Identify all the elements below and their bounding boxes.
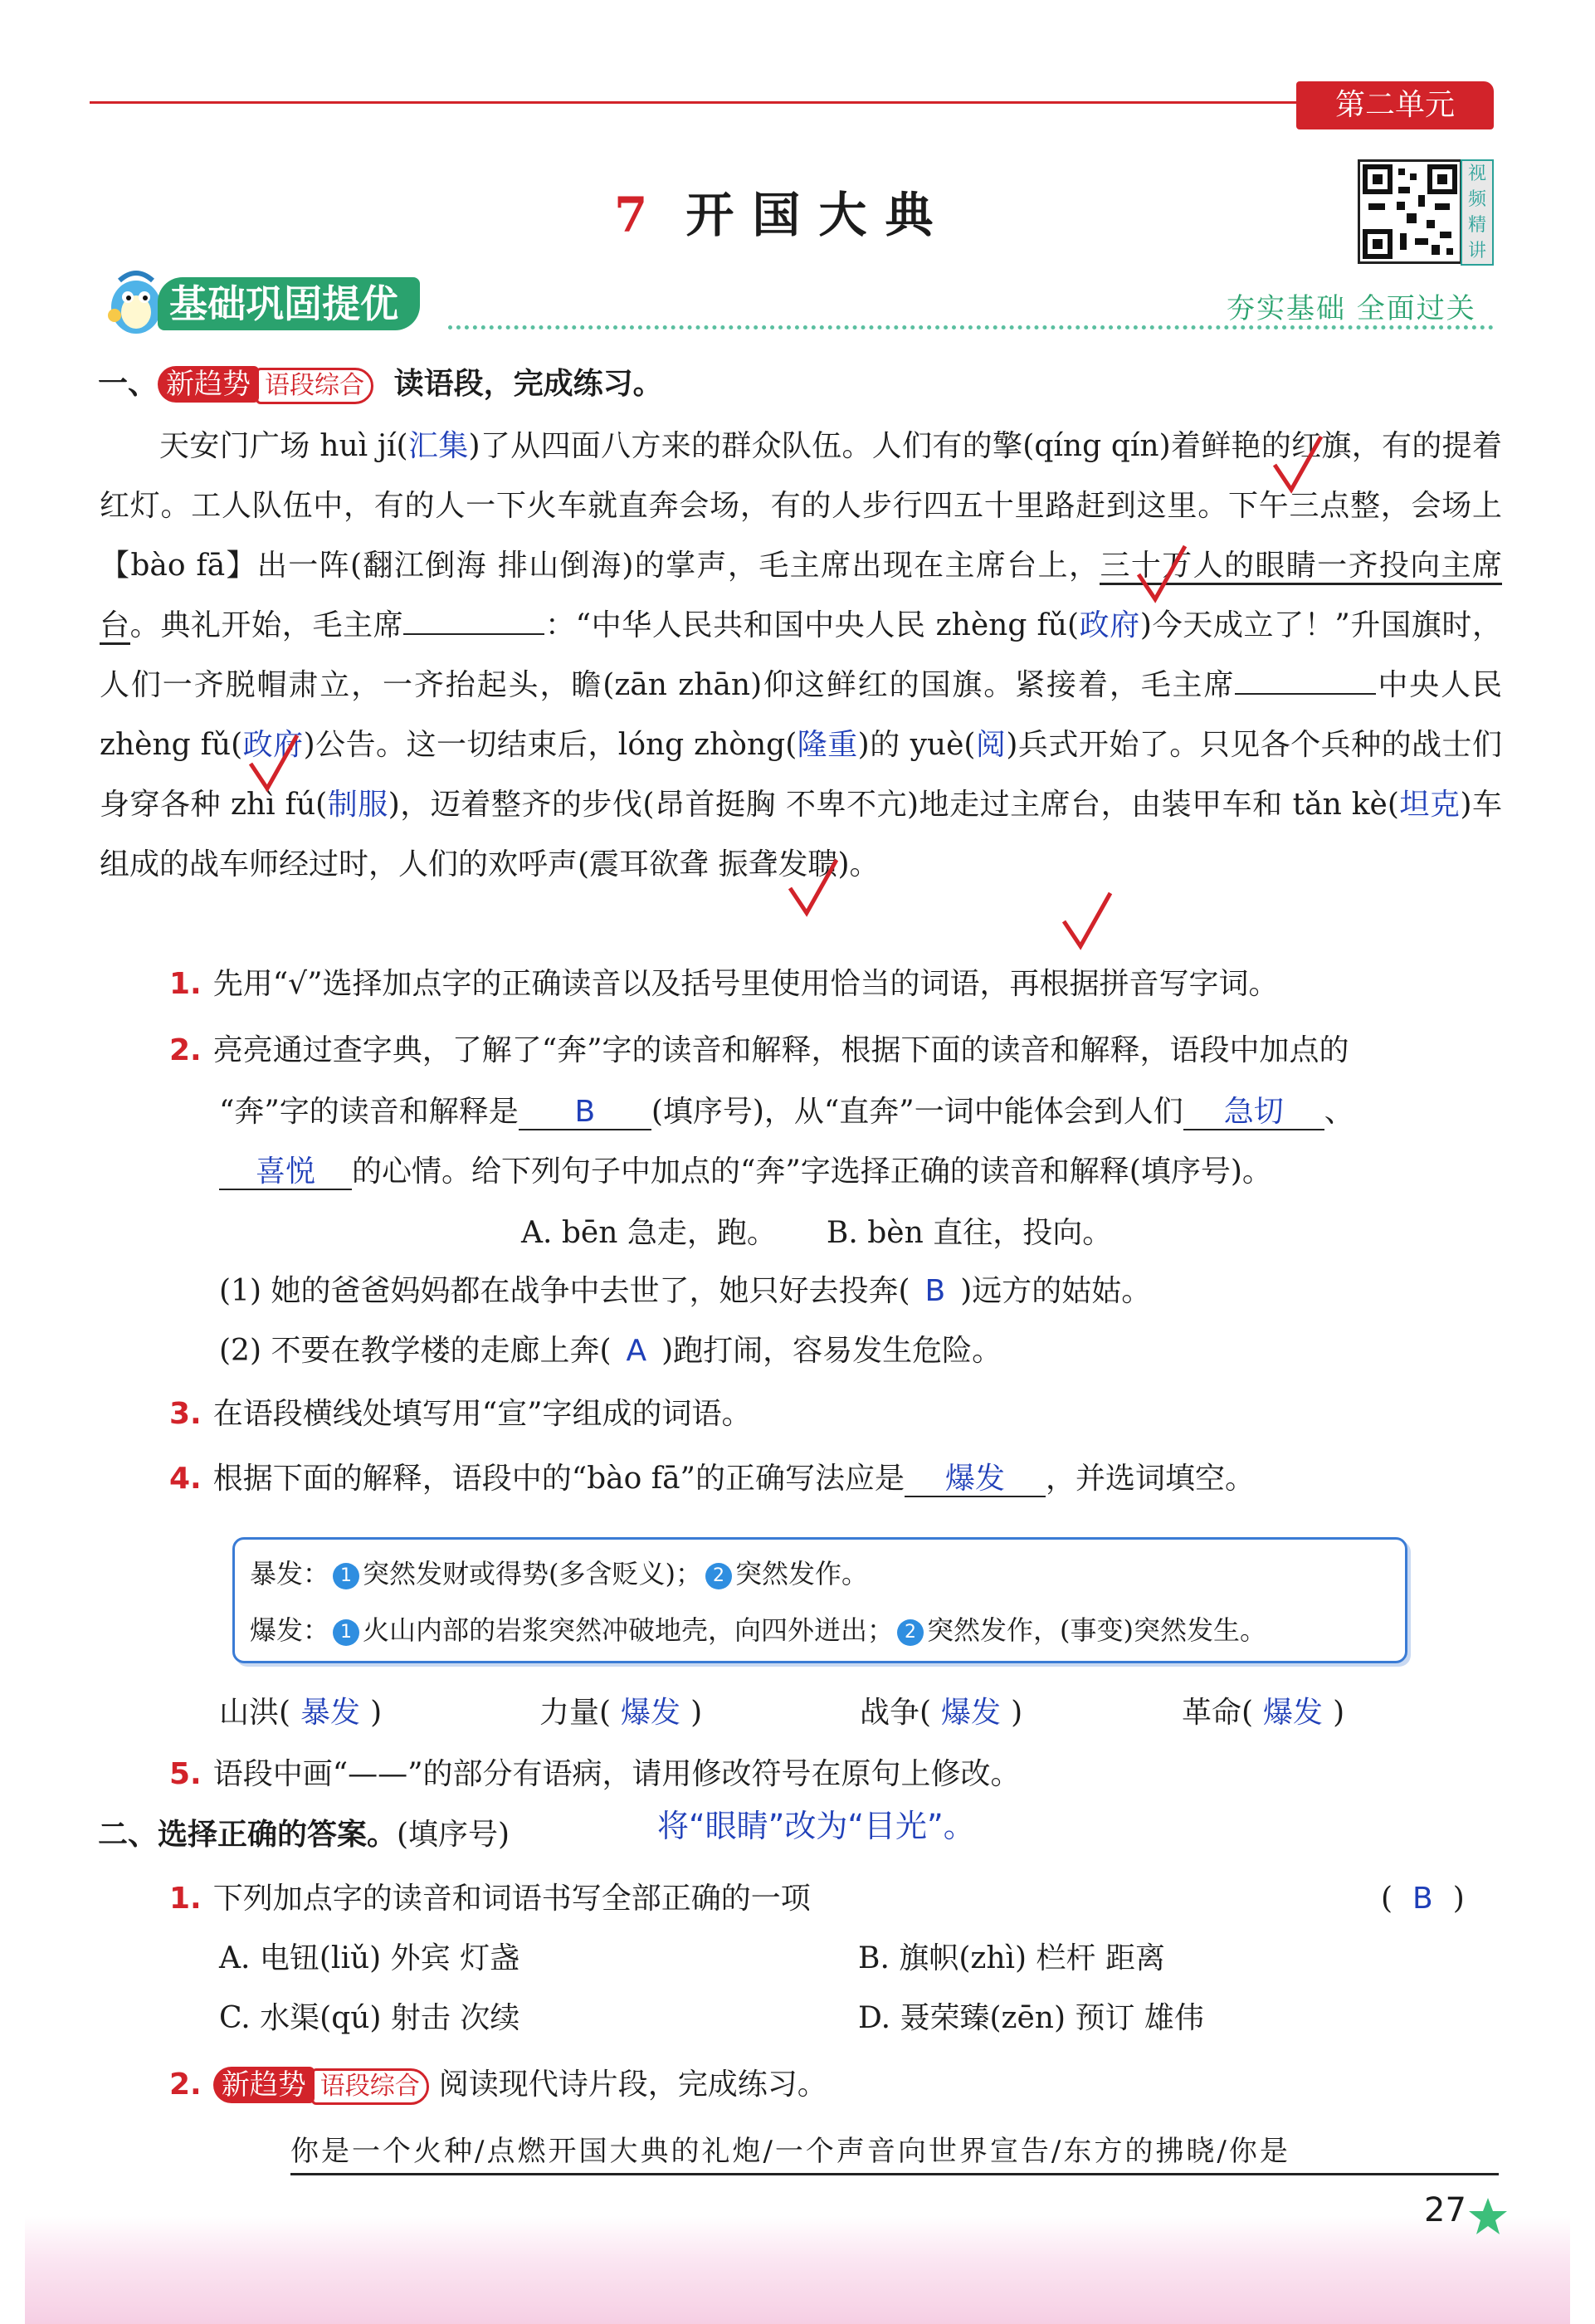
passage-text: )车组成的战车师经过时，人们的欢呼声(震耳欲聋 振聋发聩)。 [100,788,1502,881]
fill-word: 山洪( [219,1696,291,1730]
answer-zhifu: 制服 [327,788,388,822]
s2-q2-number: 2. [169,2068,202,2102]
circle-number-1: 1 [333,1563,359,1589]
fill-answer: 爆发 [621,1696,681,1730]
passage-text: 中央人民 zhèng fǔ( [100,668,1502,762]
answer-zhengfu-2: 政府 [242,728,304,762]
answer-sentence1: B [924,1274,946,1308]
qr-video-tag: 视频精讲 [1461,159,1494,266]
lesson-title [614,176,951,246]
sentence-text: (1) 她的爸爸妈妈都在战争中去世了，她只好去投奔( [219,1274,910,1308]
blank-xuan-1[interactable] [403,633,544,635]
check-mark-icon [785,855,843,921]
passage-text: )今天成立了！”升国旗时，人们一齐脱帽肃立，一齐抬起头，瞻(zān zhān)仰这鲜红的国旗。紧接着，毛主席 [100,608,1502,702]
s2-q1-option-d: D. 聂荣臻(zēn) 预订 雄伟 [858,2001,1204,2035]
q2-line2 [219,1092,1354,1132]
definition-box [232,1537,1407,1663]
s2-q1-option-c: C. 水渠(qú) 射击 次续 [219,2001,520,2035]
s2-q1-text: 下列加点字的读音和词语书写全部正确的一项 [212,1882,811,1916]
s2-q1-answer: B [1412,1882,1433,1916]
passage-text: ：“中华人民共和国中央人民 zhèng fǔ( [544,608,1080,642]
q2-text: 亮亮通过查字典，了解了“奔”字的读音和解释，根据下面的读音和解释，语段中加点的 [212,1033,1349,1067]
fill-answer: 爆发 [941,1696,1002,1730]
q3-number: 3. [169,1397,202,1431]
lesson-title-text: 开国大典 [685,187,952,243]
passage-text: 。典礼开始，毛主席 [129,608,404,642]
s2-q2 [169,2065,827,2105]
header-rule [90,101,1301,104]
s2-q2-text: 阅读现代诗片段，完成练习。 [438,2068,827,2102]
passage-text: 天安门广场 huì jí( [159,429,408,463]
star-icon [1467,2196,1509,2238]
answer-sentence2: A [626,1334,647,1368]
answer-yue: 阅 [975,728,1007,762]
section1-number: 一、 [98,366,159,401]
passage-text: )，迈着整齐的步伐(昂首挺胸 不卑不亢)地走过主席台，由装甲车和 tǎn kè( [388,788,1399,822]
answer-ben-meaning[interactable]: B [519,1096,651,1130]
banner-slogan: 夯实基础 全面过关 [1227,292,1476,325]
def-text: 突然发作，(事变)突然发生。 [927,1614,1267,1646]
passage-tag: 语段综合 [256,368,373,404]
section-banner: 基础巩固提优 [158,277,420,330]
q4 [169,1459,1255,1499]
section2-heading [98,1814,510,1855]
circle-number-2: 2 [897,1619,924,1646]
check-mark-icon [1134,541,1192,608]
fill-end: ) [690,1696,703,1730]
q2-number: 2. [169,1033,202,1067]
fill-word: 力量( [539,1696,612,1730]
lesson-number: 7 [614,187,648,243]
fill-end: ) [1011,1696,1023,1730]
handwritten-correction: 将“眼睛”改为“目光”。 [657,1808,975,1844]
section2-hint: (填序号) [397,1818,510,1852]
sentence-text: (2) 不要在教学楼的走廊上奔( [219,1334,612,1368]
answer-tanke: 坦克 [1398,788,1461,822]
circle-number-1: 1 [333,1619,359,1646]
answer-zhengfu-1: 政府 [1079,608,1140,642]
q3 [169,1394,752,1434]
q1 [169,964,1278,1004]
unit-tab: 第二单元 [1296,81,1494,129]
fill-word: 革命( [1182,1696,1254,1730]
passage-text: )兵式开始了。只见各个兵种的战士们身穿各种 zhì fú( [100,728,1502,822]
q5-text: 语段中画“——”的部分有语病，请用修改符号在原句上修改。 [212,1757,1021,1791]
section2-title: 二、选择正确的答案。 [98,1817,398,1852]
q4-fill-1 [219,1693,382,1733]
paren: ( [1381,1882,1393,1916]
poem-excerpt: 你是一个火种/点燃开国大典的礼炮/一个声音向世界宣告/东方的拂晓/你是 [290,2130,1499,2175]
q2-text: 的心情。给下列句子中加点的“奔”字选择正确的读音和解释(填序号)。 [352,1155,1272,1189]
check-mark-icon [246,730,304,797]
passage-text: )了从四面八方来的群众队伍。人们有的擎(qíng qín)着鲜艳的红旗，有的提着红灯。工人队伍中，有的人一下火车就直奔会场，有的人步行四五十里路赶到这里。下午三点整，会场上【bào fā】出一阵(翻江倒海 排山倒海)的掌声，毛主席出现在主席台上， [100,429,1502,583]
q4-text: 根据下面的解释，语段中的“bào fā”的正确写法应是 [212,1462,905,1496]
check-mark-icon [1270,432,1328,498]
s2-q1-answer-paren [1381,1879,1465,1919]
trend-tag: 新趋势 [213,2067,315,2103]
option-a: A. bēn 急走，跑。 [521,1216,777,1250]
definition-row-1 [250,1553,868,1591]
paren: ) [1452,1882,1465,1916]
def-word: 爆发： [250,1614,330,1646]
q2-sentence1 [219,1272,1151,1311]
def-text: 突然发财或得势(多含贬义)； [363,1558,702,1589]
q2-text: (填序号)，从“直奔”一词中能体会到人们 [651,1095,1183,1129]
passage-text: )的 yuè( [857,728,976,762]
q2-text: “奔”字的读音和解释是 [219,1095,519,1129]
q5-number: 5. [169,1757,202,1791]
fill-end: ) [370,1696,383,1730]
s2-q1-number: 1. [169,1882,202,1916]
definition-row-2 [250,1609,1266,1648]
s2-q1-option-b: B. 旗帜(zhì) 栏杆 距离 [858,1941,1165,1975]
q1-number: 1. [169,967,202,1001]
answer-huiji: 汇集 [407,429,469,463]
fill-end: ) [1333,1696,1345,1730]
q2-line3 [219,1152,1272,1192]
fill-answer: 爆发 [1263,1696,1324,1730]
q4-fill-2 [539,1693,702,1733]
def-text: 火山内部的岩浆突然冲破地壳，向四外迸出； [363,1614,895,1646]
q4-fill-4 [1182,1693,1344,1733]
q5 [169,1755,1021,1794]
answer-longzhong: 隆重 [797,728,858,762]
q2-options [521,1213,1112,1253]
fill-word: 战争( [860,1696,932,1730]
qr-code-icon[interactable] [1358,159,1462,264]
fill-answer: 暴发 [300,1696,361,1730]
answer-baofa[interactable]: 爆发 [905,1462,1046,1497]
q2-text: 、 [1324,1095,1354,1129]
page-number: 27 [1424,2191,1466,2229]
q3-text: 在语段横线处填写用“宣”字组成的词语。 [212,1397,752,1431]
q1-text: 先用“√”选择加点字的正确读音以及括号里使用恰当的词语，再根据拼音写字词。 [212,967,1279,1001]
answer-xiyue[interactable]: 喜悦 [219,1155,352,1190]
section1-instruction: 读语段，完成练习。 [393,366,663,401]
page-footer-band [25,2216,1570,2324]
def-word: 暴发： [250,1558,330,1589]
trend-tag: 新趋势 [158,366,259,403]
s2-q1-option-a: A. 电钮(liǔ) 外宾 灯盏 [219,1941,520,1975]
blank-xuan-2[interactable] [1235,693,1376,695]
circle-number-2: 2 [705,1563,732,1589]
q4-number: 4. [169,1462,202,1496]
q4-fill-3 [860,1693,1022,1733]
sentence-text: )跑打闹，容易发生危险。 [661,1334,1002,1368]
option-b: B. bèn 直往，投向。 [826,1216,1113,1250]
section1-heading [98,364,663,404]
answer-jiqie[interactable]: 急切 [1183,1096,1324,1130]
q2-sentence2 [219,1331,1002,1371]
passage-tag: 语段综合 [311,2068,429,2105]
sentence-text: )远方的姑姑。 [960,1274,1152,1308]
q2-line1 [169,1031,1349,1071]
passage-text: )公告。这一切结束后，lóng zhòng( [303,728,798,762]
sick-sentence: 三十万人的眼睛一齐投向主席台 [100,549,1502,645]
check-mark-icon [1059,888,1117,954]
q4-text: ，并选词填空。 [1045,1462,1255,1496]
s2-q1 [169,1879,811,1919]
def-text: 突然发作。 [735,1558,869,1589]
